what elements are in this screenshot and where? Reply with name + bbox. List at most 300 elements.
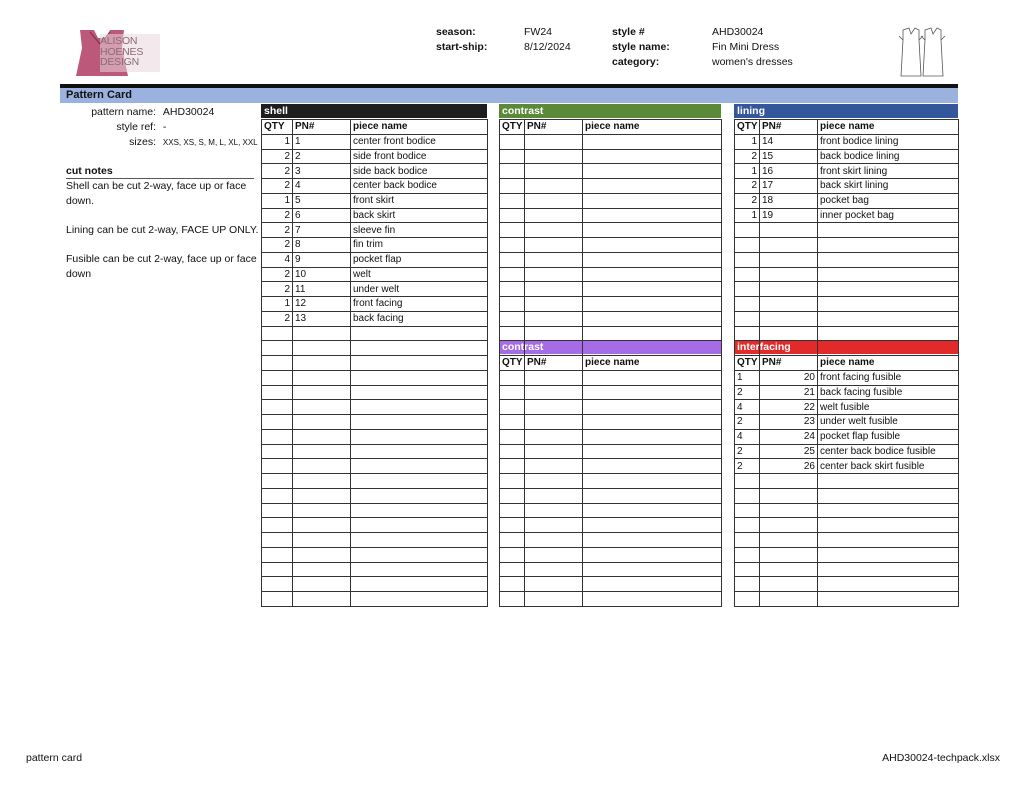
footer-sheet-name: pattern card bbox=[26, 752, 83, 764]
table-row bbox=[735, 149, 959, 164]
table-row bbox=[262, 193, 488, 208]
table-header-row bbox=[735, 356, 959, 371]
qty-cell bbox=[735, 533, 760, 548]
interfacing-section-title: interfacing bbox=[734, 340, 958, 354]
pn-cell: 3 bbox=[293, 164, 351, 179]
table-row bbox=[735, 415, 959, 430]
table-row bbox=[500, 252, 722, 267]
table-row bbox=[500, 488, 722, 503]
pn-cell bbox=[760, 252, 818, 267]
logo-wordmark: ALISON HOENES DESIGN bbox=[100, 35, 144, 68]
pn-cell: 18 bbox=[760, 193, 818, 208]
pn-cell bbox=[525, 547, 583, 562]
pn-cell: 5 bbox=[293, 193, 351, 208]
piece-name-cell: center front bodice bbox=[351, 134, 488, 149]
cut-note-shell: Shell can be cut 2-way, face up or face down. bbox=[66, 180, 247, 207]
sizes-value: XXS, XS, S, M, L, XL, XXL bbox=[162, 138, 258, 147]
table-row bbox=[262, 547, 488, 562]
piece-name-cell bbox=[351, 429, 488, 444]
qty-cell bbox=[500, 134, 525, 149]
table-row bbox=[735, 179, 959, 194]
piece-name-cell bbox=[583, 385, 722, 400]
qty-cell bbox=[262, 429, 293, 444]
pn-column-header: PN# bbox=[760, 120, 818, 135]
qty-cell: 4 bbox=[735, 429, 760, 444]
qty-cell: 2 bbox=[735, 179, 760, 194]
piece-name-cell bbox=[583, 400, 722, 415]
qty-cell bbox=[262, 592, 293, 607]
qty-cell: 2 bbox=[262, 238, 293, 253]
style-ref-value: - bbox=[162, 121, 167, 133]
table-row bbox=[735, 474, 959, 489]
table-row bbox=[262, 356, 488, 371]
pn-cell bbox=[525, 429, 583, 444]
pn-cell bbox=[525, 311, 583, 326]
qty-cell bbox=[500, 164, 525, 179]
table-row bbox=[735, 282, 959, 297]
piece-name-cell bbox=[583, 238, 722, 253]
table-row bbox=[500, 547, 722, 562]
qty-cell bbox=[735, 267, 760, 282]
table-row bbox=[500, 267, 722, 282]
qty-cell bbox=[262, 415, 293, 430]
table-row bbox=[500, 238, 722, 253]
table-row bbox=[735, 533, 959, 548]
style-name-value: Fin Mini Dress bbox=[712, 41, 780, 53]
table-row bbox=[500, 179, 722, 194]
qty-cell bbox=[500, 297, 525, 312]
table-row bbox=[500, 592, 722, 607]
qty-cell: 2 bbox=[735, 415, 760, 430]
qty-cell bbox=[500, 149, 525, 164]
table-row bbox=[500, 415, 722, 430]
piece-name-cell: welt bbox=[351, 267, 488, 282]
pn-cell: 4 bbox=[293, 179, 351, 194]
qty-cell bbox=[735, 547, 760, 562]
piece-name-cell: side back bodice bbox=[351, 164, 488, 179]
piece-name-cell bbox=[351, 562, 488, 577]
pn-cell bbox=[293, 341, 351, 356]
table-row bbox=[735, 370, 959, 385]
piece-name-cell: welt fusible bbox=[818, 400, 959, 415]
pn-cell bbox=[760, 282, 818, 297]
table-row bbox=[262, 370, 488, 385]
qty-cell bbox=[500, 444, 525, 459]
table-row bbox=[262, 385, 488, 400]
table-row bbox=[500, 533, 722, 548]
piece-name-cell: center back bodice bbox=[351, 179, 488, 194]
piece-name-cell bbox=[818, 474, 959, 489]
piece-name-column-header: piece name bbox=[583, 356, 722, 371]
table-header-row bbox=[500, 120, 722, 135]
table-row bbox=[500, 562, 722, 577]
pn-cell: 2 bbox=[293, 149, 351, 164]
table-row bbox=[735, 193, 959, 208]
piece-name-cell bbox=[818, 267, 959, 282]
piece-name-cell bbox=[583, 547, 722, 562]
pn-cell bbox=[760, 311, 818, 326]
pn-cell bbox=[760, 592, 818, 607]
piece-name-cell bbox=[583, 592, 722, 607]
piece-name-cell bbox=[583, 208, 722, 223]
table-header-row bbox=[735, 120, 959, 135]
piece-name-column-header: piece name bbox=[351, 120, 488, 135]
piece-name-cell bbox=[351, 370, 488, 385]
piece-name-cell bbox=[583, 533, 722, 548]
qty-column-header: QTY bbox=[500, 356, 525, 371]
piece-name-cell bbox=[818, 326, 959, 341]
piece-name-cell bbox=[818, 238, 959, 253]
qty-cell: 1 bbox=[262, 193, 293, 208]
start-ship-value: 8/12/2024 bbox=[524, 41, 571, 53]
piece-name-cell bbox=[583, 577, 722, 592]
pn-cell bbox=[760, 547, 818, 562]
qty-cell bbox=[500, 459, 525, 474]
table-row bbox=[500, 326, 722, 341]
pn-cell bbox=[293, 385, 351, 400]
table-row bbox=[262, 488, 488, 503]
piece-name-cell bbox=[583, 341, 722, 356]
qty-cell bbox=[500, 208, 525, 223]
pn-cell: 8 bbox=[293, 238, 351, 253]
piece-name-cell bbox=[583, 459, 722, 474]
pn-cell bbox=[525, 444, 583, 459]
qty-cell: 1 bbox=[735, 208, 760, 223]
piece-name-cell bbox=[818, 503, 959, 518]
table-row bbox=[262, 252, 488, 267]
season-value: FW24 bbox=[524, 26, 553, 38]
table-row bbox=[735, 223, 959, 238]
season-label: season: bbox=[436, 26, 476, 38]
piece-name-cell bbox=[351, 356, 488, 371]
piece-name-cell bbox=[351, 400, 488, 415]
pn-cell: 7 bbox=[293, 223, 351, 238]
table-row bbox=[500, 474, 722, 489]
pn-cell: 26 bbox=[760, 459, 818, 474]
table-row bbox=[262, 134, 488, 149]
table-row bbox=[262, 282, 488, 297]
table-row bbox=[735, 341, 959, 356]
pn-cell bbox=[293, 547, 351, 562]
table-row bbox=[735, 592, 959, 607]
table-row bbox=[500, 311, 722, 326]
style-ref-row bbox=[66, 120, 166, 134]
garment-sketch-icon bbox=[897, 26, 947, 80]
qty-cell bbox=[735, 503, 760, 518]
piece-name-cell bbox=[583, 149, 722, 164]
table-row bbox=[500, 208, 722, 223]
piece-name-cell: back facing fusible bbox=[818, 385, 959, 400]
pn-cell bbox=[525, 533, 583, 548]
table-row bbox=[735, 208, 959, 223]
qty-cell: 4 bbox=[262, 252, 293, 267]
table-row bbox=[735, 503, 959, 518]
table-row bbox=[735, 311, 959, 326]
qty-cell: 1 bbox=[262, 297, 293, 312]
table-row bbox=[262, 429, 488, 444]
piece-name-cell bbox=[351, 459, 488, 474]
piece-name-cell: front skirt bbox=[351, 193, 488, 208]
pn-cell bbox=[525, 592, 583, 607]
qty-cell: 2 bbox=[262, 311, 293, 326]
piece-name-cell bbox=[818, 297, 959, 312]
piece-name-cell: back skirt bbox=[351, 208, 488, 223]
table-row bbox=[500, 400, 722, 415]
piece-name-cell: front bodice lining bbox=[818, 134, 959, 149]
table-row bbox=[262, 267, 488, 282]
piece-name-cell: center back bodice fusible bbox=[818, 444, 959, 459]
piece-name-cell: back facing bbox=[351, 311, 488, 326]
piece-name-cell bbox=[351, 577, 488, 592]
piece-name-cell: pocket flap bbox=[351, 252, 488, 267]
table-row bbox=[735, 252, 959, 267]
piece-name-cell: fin trim bbox=[351, 238, 488, 253]
qty-cell bbox=[500, 370, 525, 385]
pn-cell: 24 bbox=[760, 429, 818, 444]
pn-column-header: PN# bbox=[525, 356, 583, 371]
piece-name-cell: under welt bbox=[351, 282, 488, 297]
interfacing-table bbox=[734, 355, 959, 607]
qty-cell: 1 bbox=[735, 370, 760, 385]
pn-cell bbox=[293, 444, 351, 459]
table-row bbox=[735, 134, 959, 149]
contrast-section-title: contrast bbox=[499, 104, 721, 118]
qty-cell: 2 bbox=[735, 444, 760, 459]
qty-cell bbox=[500, 267, 525, 282]
table-row bbox=[262, 533, 488, 548]
pn-cell bbox=[293, 459, 351, 474]
pn-cell bbox=[760, 223, 818, 238]
table-row bbox=[262, 223, 488, 238]
table-row bbox=[262, 562, 488, 577]
qty-cell: 1 bbox=[735, 164, 760, 179]
pn-cell bbox=[525, 385, 583, 400]
qty-cell bbox=[500, 311, 525, 326]
piece-name-cell bbox=[583, 326, 722, 341]
pn-cell: 12 bbox=[293, 297, 351, 312]
piece-name-cell bbox=[583, 282, 722, 297]
pattern-card-title-band: Pattern Card bbox=[60, 88, 958, 103]
qty-cell bbox=[500, 326, 525, 341]
qty-cell: 2 bbox=[262, 208, 293, 223]
pn-column-header: PN# bbox=[293, 120, 351, 135]
qty-cell bbox=[500, 223, 525, 238]
piece-name-cell bbox=[583, 193, 722, 208]
table-row bbox=[500, 282, 722, 297]
qty-cell bbox=[262, 518, 293, 533]
pn-cell bbox=[760, 341, 818, 356]
pn-cell bbox=[525, 562, 583, 577]
pattern-name-row bbox=[66, 105, 214, 119]
qty-cell bbox=[262, 547, 293, 562]
table-header-row bbox=[500, 356, 722, 371]
qty-cell bbox=[735, 488, 760, 503]
table-row bbox=[500, 503, 722, 518]
table-row bbox=[735, 238, 959, 253]
cut-notes-heading: cut notes bbox=[66, 164, 254, 179]
qty-cell bbox=[262, 400, 293, 415]
pn-cell bbox=[525, 341, 583, 356]
piece-name-cell bbox=[583, 164, 722, 179]
table-row bbox=[735, 459, 959, 474]
pn-cell bbox=[525, 238, 583, 253]
piece-name-cell bbox=[583, 311, 722, 326]
qty-cell bbox=[262, 444, 293, 459]
qty-cell: 2 bbox=[262, 164, 293, 179]
piece-name-cell bbox=[351, 326, 488, 341]
shell-table bbox=[261, 119, 488, 607]
cut-note-lining: Lining can be cut 2-way, FACE UP ONLY. bbox=[66, 224, 259, 236]
piece-name-cell bbox=[351, 547, 488, 562]
table-row bbox=[262, 311, 488, 326]
contrast-2-section-title: contrast bbox=[499, 340, 721, 354]
pn-cell bbox=[525, 282, 583, 297]
pn-cell bbox=[293, 592, 351, 607]
qty-cell: 4 bbox=[735, 400, 760, 415]
qty-cell: 2 bbox=[735, 193, 760, 208]
pn-cell bbox=[525, 488, 583, 503]
category-label: category: bbox=[612, 56, 660, 68]
qty-cell bbox=[735, 341, 760, 356]
table-row bbox=[735, 400, 959, 415]
piece-name-cell bbox=[351, 341, 488, 356]
pn-cell bbox=[760, 577, 818, 592]
pn-cell bbox=[293, 533, 351, 548]
table-row bbox=[262, 297, 488, 312]
table-row bbox=[500, 518, 722, 533]
table-row bbox=[262, 149, 488, 164]
lining-section-title: lining bbox=[734, 104, 958, 118]
piece-name-cell: inner pocket bag bbox=[818, 208, 959, 223]
table-row bbox=[500, 429, 722, 444]
table-row bbox=[735, 429, 959, 444]
pn-cell bbox=[525, 326, 583, 341]
pn-cell: 23 bbox=[760, 415, 818, 430]
qty-cell bbox=[262, 474, 293, 489]
pn-cell bbox=[293, 518, 351, 533]
table-row bbox=[735, 488, 959, 503]
pn-cell bbox=[525, 267, 583, 282]
sizes-label: sizes: bbox=[129, 136, 156, 148]
pn-cell bbox=[525, 223, 583, 238]
qty-cell: 2 bbox=[262, 267, 293, 282]
qty-cell: 2 bbox=[262, 149, 293, 164]
table-row bbox=[262, 208, 488, 223]
piece-name-cell bbox=[583, 223, 722, 238]
pn-cell bbox=[760, 267, 818, 282]
table-row bbox=[262, 326, 488, 341]
piece-name-column-header: piece name bbox=[583, 120, 722, 135]
pattern-name-label: pattern name: bbox=[91, 106, 156, 118]
table-row bbox=[500, 134, 722, 149]
pn-cell bbox=[525, 577, 583, 592]
piece-name-cell bbox=[818, 518, 959, 533]
table-row bbox=[735, 267, 959, 282]
qty-column-header: QTY bbox=[500, 120, 525, 135]
pn-cell bbox=[760, 238, 818, 253]
pn-cell bbox=[760, 503, 818, 518]
pn-cell bbox=[760, 533, 818, 548]
pn-cell bbox=[293, 370, 351, 385]
qty-cell bbox=[735, 223, 760, 238]
piece-name-cell bbox=[351, 503, 488, 518]
footer-file-name: AHD30024-techpack.xlsx bbox=[882, 752, 1000, 764]
table-row bbox=[735, 444, 959, 459]
pn-cell bbox=[293, 429, 351, 444]
qty-cell: 1 bbox=[735, 134, 760, 149]
pn-cell bbox=[760, 518, 818, 533]
style-ref-label: style ref: bbox=[116, 121, 156, 133]
pn-cell: 1 bbox=[293, 134, 351, 149]
qty-cell bbox=[735, 326, 760, 341]
piece-name-column-header: piece name bbox=[818, 120, 959, 135]
table-row bbox=[735, 297, 959, 312]
pn-column-header: PN# bbox=[760, 356, 818, 371]
table-row bbox=[262, 415, 488, 430]
table-row bbox=[500, 459, 722, 474]
qty-cell bbox=[500, 385, 525, 400]
piece-name-cell bbox=[818, 311, 959, 326]
table-row bbox=[500, 444, 722, 459]
piece-name-cell bbox=[818, 488, 959, 503]
table-header-row bbox=[262, 120, 488, 135]
piece-name-cell bbox=[583, 429, 722, 444]
table-row bbox=[735, 562, 959, 577]
table-row bbox=[262, 179, 488, 194]
qty-cell: 2 bbox=[262, 282, 293, 297]
qty-cell bbox=[500, 518, 525, 533]
pn-cell bbox=[525, 252, 583, 267]
qty-cell bbox=[262, 533, 293, 548]
table-row bbox=[262, 444, 488, 459]
pn-cell: 20 bbox=[760, 370, 818, 385]
piece-name-cell bbox=[583, 415, 722, 430]
table-row bbox=[500, 577, 722, 592]
contrast-2-table bbox=[499, 355, 722, 607]
pn-cell bbox=[293, 577, 351, 592]
table-row bbox=[735, 518, 959, 533]
piece-name-cell bbox=[351, 518, 488, 533]
pn-cell bbox=[525, 164, 583, 179]
piece-name-cell bbox=[351, 444, 488, 459]
piece-name-cell bbox=[583, 518, 722, 533]
piece-name-cell bbox=[351, 488, 488, 503]
qty-cell bbox=[262, 577, 293, 592]
qty-cell bbox=[500, 474, 525, 489]
qty-cell bbox=[500, 341, 525, 356]
piece-name-cell bbox=[818, 547, 959, 562]
piece-name-cell bbox=[583, 297, 722, 312]
piece-name-cell: under welt fusible bbox=[818, 415, 959, 430]
qty-cell bbox=[500, 488, 525, 503]
piece-name-cell: front facing bbox=[351, 297, 488, 312]
pn-cell: 21 bbox=[760, 385, 818, 400]
pn-cell bbox=[525, 474, 583, 489]
qty-cell bbox=[735, 238, 760, 253]
piece-name-cell: back skirt lining bbox=[818, 179, 959, 194]
qty-cell bbox=[500, 252, 525, 267]
piece-name-cell bbox=[583, 134, 722, 149]
qty-cell bbox=[735, 252, 760, 267]
qty-cell bbox=[262, 459, 293, 474]
qty-cell: 2 bbox=[735, 149, 760, 164]
qty-cell bbox=[262, 370, 293, 385]
qty-cell bbox=[262, 488, 293, 503]
pn-cell bbox=[760, 562, 818, 577]
pn-cell: 14 bbox=[760, 134, 818, 149]
piece-name-cell bbox=[583, 488, 722, 503]
table-row bbox=[262, 592, 488, 607]
